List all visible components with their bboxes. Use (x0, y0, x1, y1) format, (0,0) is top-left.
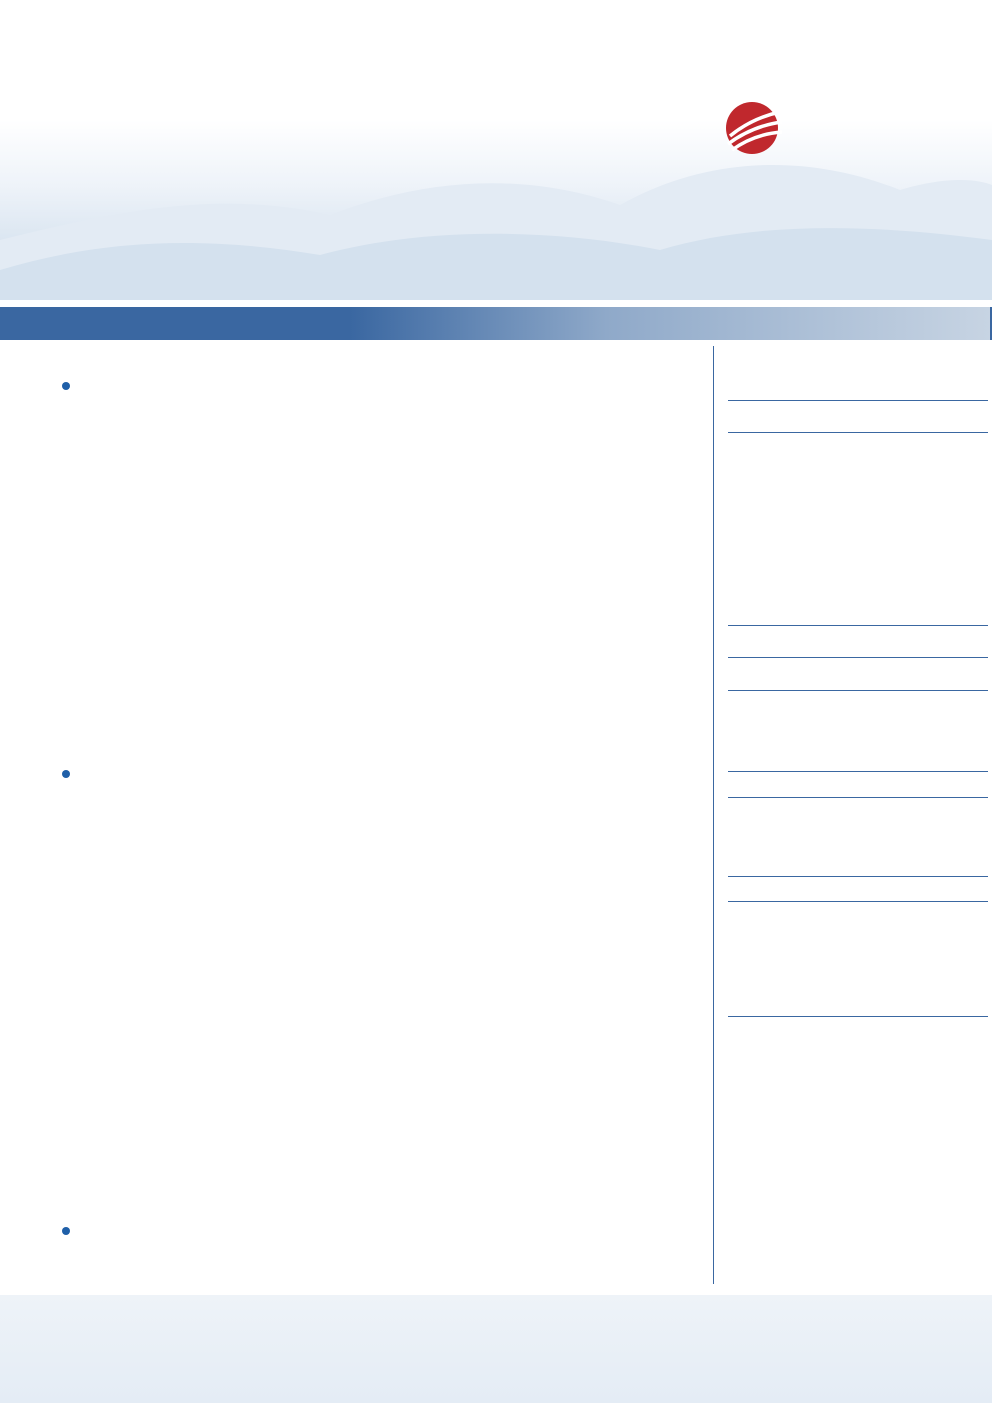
divider (728, 1016, 988, 1017)
divider (728, 771, 988, 772)
column-divider (713, 346, 714, 1284)
divider (728, 432, 988, 433)
divider (728, 690, 988, 691)
report-header (0, 0, 992, 300)
info-bar-gradient (350, 307, 990, 340)
divider (728, 876, 988, 877)
minsheng-logo-icon (722, 98, 786, 154)
bullet-icon (62, 382, 70, 390)
trend-chart (728, 436, 990, 622)
divider (728, 797, 988, 798)
divider (728, 901, 988, 902)
bullet-icon (62, 770, 70, 778)
bullet-icon (62, 1227, 70, 1235)
mountain-background (0, 120, 992, 300)
footer (0, 1295, 992, 1403)
divider (728, 657, 988, 658)
divider (728, 400, 988, 401)
divider (728, 625, 988, 626)
